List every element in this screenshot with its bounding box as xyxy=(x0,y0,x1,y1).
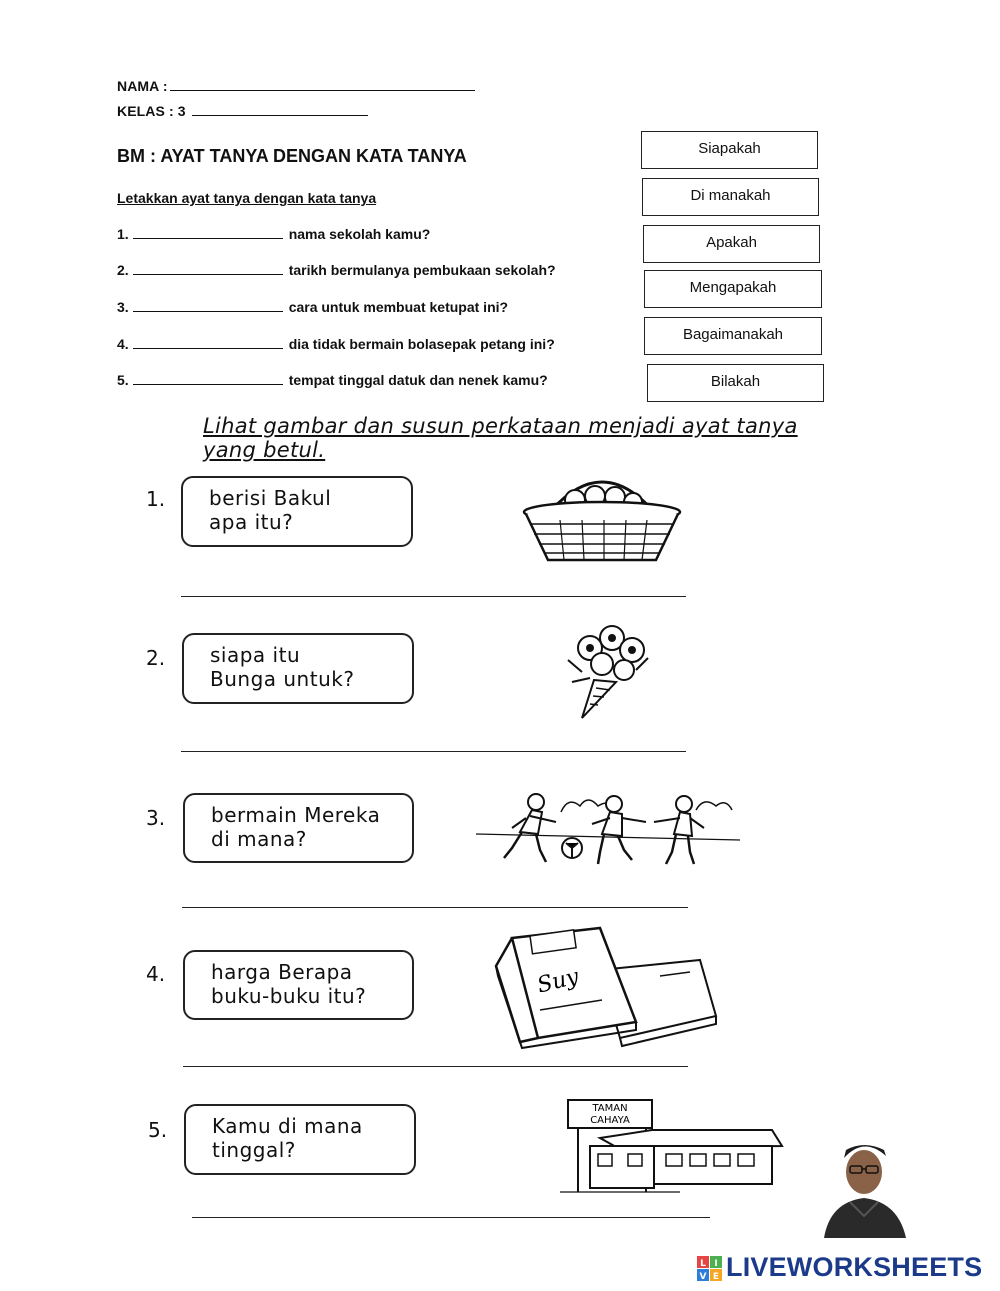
book-cover-text: Suy xyxy=(534,964,582,999)
section2-line2: yang betul. xyxy=(203,438,326,462)
question-row xyxy=(117,299,508,315)
page-title: BM : AYAT TANYA DENGAN KATA TANYA xyxy=(117,146,467,166)
answer-blank[interactable] xyxy=(133,336,283,349)
question-row xyxy=(117,372,548,388)
basket-icon xyxy=(520,462,684,568)
scramble-box xyxy=(182,633,414,704)
scramble-number: 5. xyxy=(148,1118,168,1142)
question-number: 3. xyxy=(117,299,129,315)
logo-letter: V xyxy=(699,1272,707,1282)
liveworksheets-logo-icon xyxy=(697,1256,723,1282)
word-mengapakah[interactable]: Mengapakah xyxy=(644,270,822,308)
word-bagaimanakah[interactable]: Bagaimanakah xyxy=(644,317,822,355)
scramble-number: 2. xyxy=(146,646,166,670)
question-number: 5. xyxy=(117,372,129,388)
word-bilakah[interactable]: Bilakah xyxy=(647,364,824,402)
question-number: 1. xyxy=(117,226,129,242)
word-apakah[interactable]: Apakah xyxy=(643,225,820,263)
scramble-line2: tinggal? xyxy=(212,1138,296,1162)
scramble-box xyxy=(181,476,413,547)
scramble-number: 1. xyxy=(146,487,166,511)
question-number: 2. xyxy=(117,262,129,278)
scramble-line1: siapa itu xyxy=(210,643,301,667)
question-text: nama sekolah kamu? xyxy=(288,226,431,242)
question-text: tarikh bermulanya pembukaan sekolah? xyxy=(288,262,556,278)
scramble-box xyxy=(184,1104,416,1175)
answer-line[interactable] xyxy=(181,751,686,752)
section2-heading xyxy=(203,414,798,462)
scramble-line2: apa itu? xyxy=(209,510,294,534)
section2-line1: Lihat gambar dan susun perkataan menjadi ayat tanya xyxy=(203,414,798,438)
word-siapakah[interactable]: Siapakah xyxy=(641,131,818,169)
nama-row xyxy=(117,76,475,94)
house-icon xyxy=(560,1096,788,1196)
scramble-line2: buku-buku itu? xyxy=(211,984,367,1008)
nama-input-line[interactable] xyxy=(170,76,475,91)
scramble-box xyxy=(183,950,414,1020)
word-di-manakah[interactable]: Di manakah xyxy=(642,178,819,216)
scramble-line2: di mana? xyxy=(211,827,307,851)
question-text: dia tidak bermain bolasepak petang ini? xyxy=(288,336,555,352)
scramble-box xyxy=(183,793,414,863)
sign-line1: TAMAN xyxy=(592,1103,628,1114)
answer-blank[interactable] xyxy=(133,226,283,239)
logo-letter: I xyxy=(714,1259,718,1269)
books-icon xyxy=(490,926,720,1050)
instruction: Letakkan ayat tanya dengan kata tanya xyxy=(117,190,377,206)
kelas-row xyxy=(117,101,368,119)
question-row xyxy=(117,336,555,352)
children-playing-football-icon xyxy=(476,788,740,872)
answer-line[interactable] xyxy=(182,907,688,908)
question-number: 4. xyxy=(117,336,129,352)
answer-blank[interactable] xyxy=(133,299,283,312)
brand-name[interactable]: LIVEWORKSHEETS xyxy=(726,1252,983,1282)
question-row xyxy=(117,262,556,278)
scramble-number: 4. xyxy=(146,962,166,986)
question-text: tempat tinggal datuk dan nenek kamu? xyxy=(288,372,548,388)
answer-line[interactable] xyxy=(192,1217,710,1218)
logo-letter: E xyxy=(712,1272,720,1282)
answer-blank[interactable] xyxy=(133,372,283,385)
sign-line2: CAHAYA xyxy=(590,1115,630,1126)
scramble-line1: berisi Bakul xyxy=(209,486,332,510)
scramble-number: 3. xyxy=(146,806,166,830)
scramble-line1: Kamu di mana xyxy=(212,1114,363,1138)
flower-bouquet-icon xyxy=(560,620,660,720)
question-row xyxy=(117,226,430,242)
answer-line[interactable] xyxy=(183,1066,688,1067)
answer-blank[interactable] xyxy=(133,262,283,275)
answer-line[interactable] xyxy=(181,596,686,597)
nama-label: NAMA : xyxy=(117,78,168,94)
question-text: cara untuk membuat ketupat ini? xyxy=(288,299,509,315)
scramble-line2: Bunga untuk? xyxy=(210,667,355,691)
scramble-line1: harga Berapa xyxy=(211,960,353,984)
scramble-line1: bermain Mereka xyxy=(211,803,381,827)
kelas-input-line[interactable] xyxy=(192,101,368,116)
logo-letter: L xyxy=(700,1259,706,1269)
teacher-photo xyxy=(820,1136,908,1238)
kelas-label: KELAS : 3 xyxy=(117,103,186,119)
